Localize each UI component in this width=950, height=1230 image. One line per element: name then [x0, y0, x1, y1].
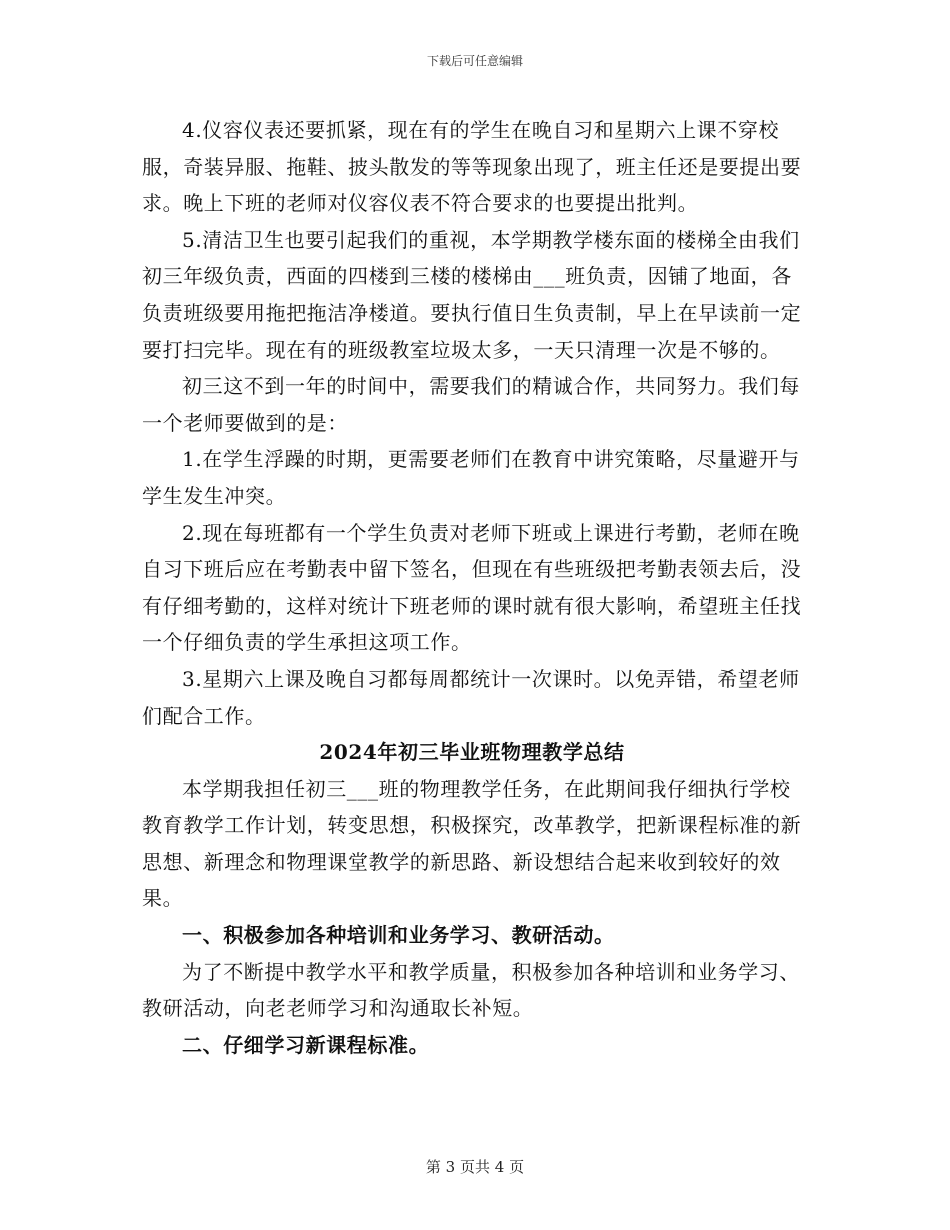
heading-standards: 二、仔细学习新课程标准。 [182, 1032, 430, 1057]
paragraph-cooperation: 初三这不到一年的时间中，需要我们的精诚合作，共同努力。我们每一个老师要做到的是： [142, 374, 800, 435]
page-header: 下载后可任意编辑 [426, 54, 523, 68]
paragraph-item-1: 1.在学生浮躁的时期，更需要老师们在教育中讲究策略，尽量避开与学生发生冲突。 [142, 447, 800, 508]
paragraph-item-3: 3.星期六上课及晚自习都每周都统计一次课时。以免弄错，希望老师们配合工作。 [142, 666, 800, 728]
heading-training: 一、积极参加各种培训和业务学习、教研活动。 [182, 923, 615, 948]
paragraph-intro: 本学期我担任初三___班的物理教学任务，在此期间我仔细执行学校教育教学工作计划，转变思想，积极探究，改革教学，把新课程标准的新思想、新理念和物理课堂教学的新思路、新设想结合起来收到较好的效果。 [142, 776, 802, 911]
section-title: 2024年初三毕业班物理教学总结 [319, 740, 625, 765]
paragraph-uniform: 4.仪容仪表还要抓紧，现在有的学生在晚自习和星期六上课不穿校服，奇装异服、拖鞋、披头散发的等等现象出现了，班主任还是要提出要求。晚上下班的老师对仪容仪表不符合要求的也要提出批判。 [142, 118, 802, 216]
paragraph-cleaning: 5.清洁卫生也要引起我们的重视，本学期教学楼东面的楼梯全由我们初三年级负责，西面的四楼到三楼的楼梯由___班负责，因铺了地面，各负责班级要用拖把拖洁净楼道。要执行值日生负责制，早上在早读前一定要打扫完毕。现在有的班级教室垃圾太多，一天只清理一次是不够的。 [142, 227, 802, 362]
page-footer: 第 3 页共 4 页 [425, 1158, 525, 1176]
paragraph-training: 为了不断提中教学水平和教学质量，积极参加各种培训和业务学习、教研活动，向老老师学习和沟通取长补短。 [142, 959, 800, 1021]
document-body [142, 112, 802, 1063]
paragraph-item-2: 2.现在每班都有一个学生负责对老师下班或上课进行考勤，老师在晚自习下班后应在考勤表中留下签名，但现在有些班级把考勤表领去后，没有仔细考勤的，这样对统计下班老师的课时就有很大影响，希望班主任找一个仔细负责的学生承担这项工作。 [142, 520, 802, 655]
